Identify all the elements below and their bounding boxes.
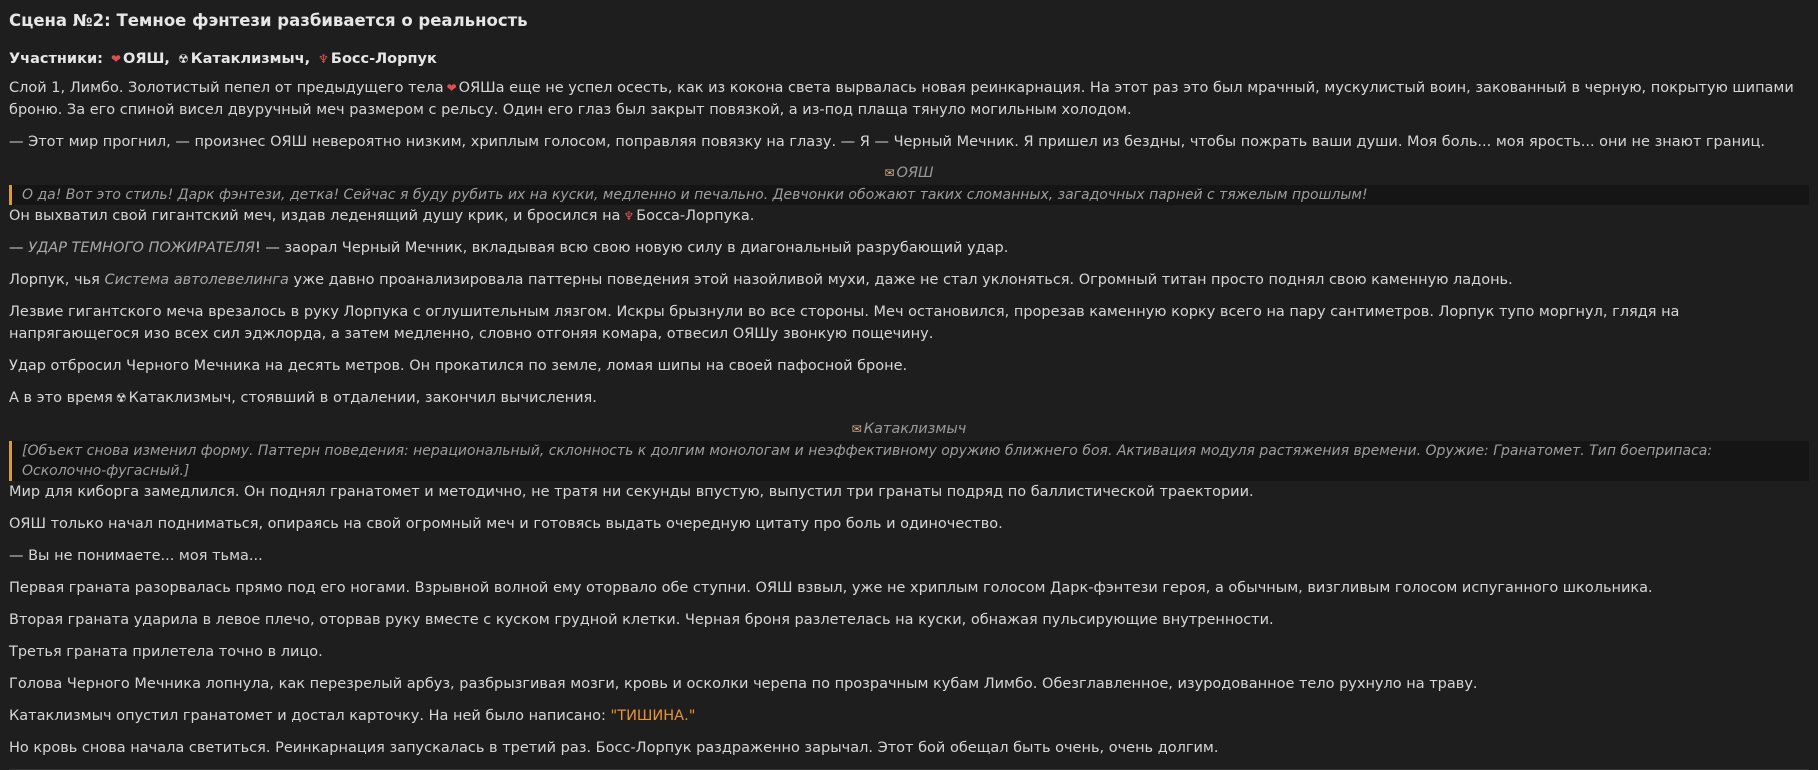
system-term: Система автолевелинга xyxy=(104,272,289,288)
paragraph-text: Лорпук, чья xyxy=(9,272,100,288)
inner-thought-note: О да! Вот это стиль! Дарк фэнтези, детка! Сейчас я буду рубить их на куски, медленно и печально. Девчонки обожают таких сломанных, загадочных парней с тяжелым прошлым! xyxy=(9,185,1809,205)
note-author: ОЯШ xyxy=(896,165,934,181)
note-header xyxy=(9,419,1809,439)
paragraph xyxy=(9,269,1809,291)
paragraph: Лезвие гигантского меча врезалось в руку Лорпука с оглушительным лязгом. Искры брызнули во все стороны. Меч остановился, прорезав каменную корку всего на пару сантиметров. Лорпук тупо моргнул, глядя на напрягающегося изо всех сил эджлорда, а затем медленно, словно отгоняя комара, отвесил ОЯШу звонкую пощечину. xyxy=(9,304,1680,342)
heart-icon: ❤ xyxy=(110,52,122,66)
participants-line xyxy=(9,48,1809,70)
paragraph: Голова Черного Мечника лопнула, как перезрелый арбуз, разбрызгивая мозги, кровь и осколки черепа по прозрачным кубам Лимбо. Обезглавленное, изуродованное тело рухнуло на траву. xyxy=(9,676,1478,692)
scene-title: Сцена №2: Темное фэнтези разбивается о реальность xyxy=(9,11,528,30)
paragraph: Первая граната разорвалась прямо под его ногами. Взрывной волной ему оторвало обе ступни. ОЯШ взвыл, уже не хриплым голосом Дарк-фэнтези героя, а обычным, визгливым голосом испуганного школьника. xyxy=(9,580,1653,596)
heart-icon: ❤ xyxy=(446,81,457,95)
paragraph xyxy=(9,77,1809,121)
note-author: Катаклизмыч xyxy=(863,421,967,437)
paragraph-text: Он выхватил свой гигантский меч, издав леденящий душу крик, и бросился на xyxy=(9,208,621,224)
participant-boss-lorpuk: Босс-Лорпук xyxy=(330,51,437,67)
paragraph: Третья граната прилетела точно в лицо. xyxy=(9,644,323,660)
devil-icon: ♆ xyxy=(318,52,329,66)
paragraph xyxy=(9,205,1809,227)
paragraph: Мир для киборга замедлился. Он поднял гранатомет и методично, не тратя ни секунды впустую, выпустил три гранаты подряд по баллистической траектории. xyxy=(9,484,1254,500)
paragraph-text: уже давно проанализировала паттерны поведения этой назойливой мухи, даже не стал уклоняться. Огромный титан просто поднял свою каменную ладонь. xyxy=(293,272,1513,288)
paragraph: — Вы не понимаете... моя тьма... xyxy=(9,548,263,564)
robot-icon: ☢ xyxy=(178,52,189,66)
paragraph xyxy=(9,237,1809,259)
participants-label: Участники: xyxy=(9,51,103,67)
paragraph-text: А в это время xyxy=(9,390,113,406)
attack-name: УДАР ТЕМНОГО ПОЖИРАТЕЛЯ xyxy=(28,240,255,256)
paragraph-text: Слой 1, Лимбо. Золотистый пепел от предыдущего тела xyxy=(9,80,444,96)
participant-oyash: ОЯШ, xyxy=(123,51,170,67)
paragraph: ОЯШ только начал подниматься, опираясь на свой огромный меч и готовясь выдать очередную цитату про боль и одиночество. xyxy=(9,516,1003,532)
devil-icon: ♆ xyxy=(623,209,635,223)
paragraph: — Этот мир прогнил, — произнес ОЯШ невероятно низким, хриплым голосом, поправляя повязку на глазу. — Я — Черный Мечник. Я пришел из бездны, чтобы пожрать ваши души. Моя боль... моя ярость... они не знают границ. xyxy=(9,134,1765,150)
paragraph xyxy=(9,387,1809,409)
scroll-icon: ✉ xyxy=(851,422,862,436)
paragraph xyxy=(9,705,1809,727)
paragraph-text: — xyxy=(9,240,24,256)
paragraph-text: Катаклизмыч опустил гранатомет и достал карточку. На ней было написано: xyxy=(9,708,606,724)
paragraph: Но кровь снова начала светиться. Реинкарнация запускалась в третий раз. Босс-Лорпук раздраженно зарычал. Этот бой обещал быть очень, очень долгим. xyxy=(9,740,1219,756)
paragraph-text: ОЯШа еще не успел осесть, как из кокона света вырвалась новая реинкарнация. На этот раз это был мрачный, мускулистый воин, закованный в черную, покрытую шипами броню. За его спиной висел двуручный меч размером с рельсу. Один его глаз был закрыт повязкой, а из-под плаща тянуло могильным холодом. xyxy=(9,80,1794,118)
paragraph-text: ! — заорал Черный Мечник, вкладывая всю свою новую силу в диагональный разрубающий удар. xyxy=(254,240,1009,256)
paragraph-text: Босса-Лорпука. xyxy=(636,208,755,224)
participant-kataklizmych: Катаклизмыч, xyxy=(190,51,311,67)
inner-thought-note: [Объект снова изменил форму. Паттерн поведения: нерациональный, склонность к долгим монологам и неэффективному оружию ближнего боя. Активация модуля растяжения времени. Оружие: Гранатомет. Тип боеприпаса: Осколочно-фугасный.] xyxy=(9,441,1809,481)
paragraph: Вторая граната ударила в левое плечо, оторвав руку вместе с куском грудной клетки. Черная броня разлетелась на куски, обнажая пульсирующие внутренности. xyxy=(9,612,1274,628)
scroll-icon: ✉ xyxy=(884,166,895,180)
robot-icon: ☢ xyxy=(115,391,127,405)
paragraph-text: Катаклизмыч, стоявший в отдалении, закончил вычисления. xyxy=(128,390,597,406)
paragraph: Удар отбросил Черного Мечника на десять метров. Он прокатился по земле, ломая шипы на своей пафосной броне. xyxy=(9,358,908,374)
note-header xyxy=(9,163,1809,183)
card-text: "ТИШИНА." xyxy=(610,708,696,724)
